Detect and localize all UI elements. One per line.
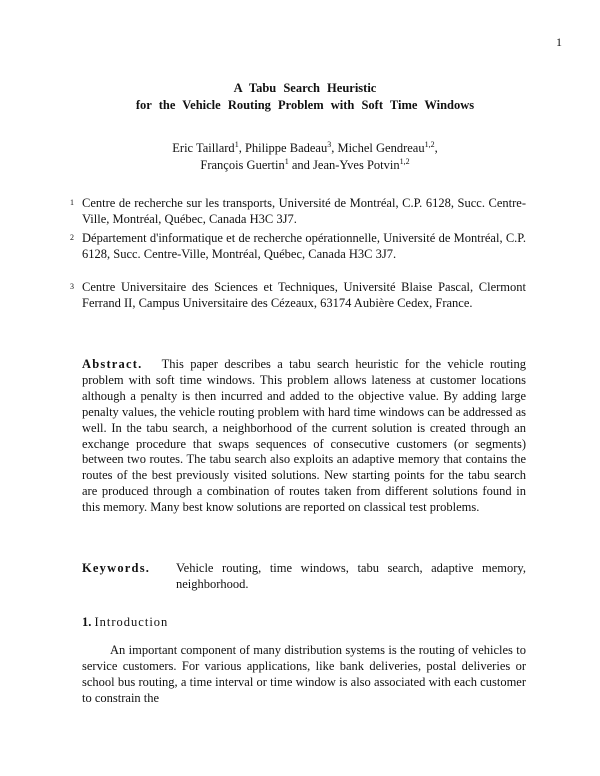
keywords-heading: Keywords.	[82, 561, 151, 575]
author-list	[60, 140, 550, 174]
section-number: 1.	[82, 615, 92, 629]
title-line-1: A Tabu Search Heuristic	[233, 81, 377, 95]
author-name: François Guertin	[200, 158, 285, 172]
affiliation-marker: 1	[234, 140, 239, 149]
affiliation-marker: 1	[284, 157, 289, 166]
abstract-heading: Abstract.	[82, 357, 143, 371]
section-heading	[82, 615, 168, 630]
intro-paragraph: An important component of many distribution systems is the routing of vehicles to service customers. For various applications, like bank deliveries, postal deliveries or school bus routing, a time interval or time window is also associated with each customer to constrain the	[82, 643, 526, 705]
affiliation-marker: 1,2	[399, 157, 410, 166]
abstract-text: This paper describes a tabu search heuristic for the vehicle routing problem with soft time windows. This problem allows lateness at customer locations although a penalty is then incurred and added to the objective value. By adding large penalty values, the vehicle routing problem with hard time windows can be addressed as well. In the tabu search, a neighborhood of the current solution is created through an exchange procedure that swaps sequences of consecutive customers (or segments) between two routes. The tabu search also exploits an adaptive memory that contains the routes of the best previously visited solutions. New starting points for the tabu search are produced through a combination of routes taken from different solutions found in this memory. Many best know solutions are reported on classical test problems.	[82, 357, 526, 515]
affiliation-3	[70, 279, 526, 311]
affiliation-2	[70, 230, 526, 262]
author-separator: ,	[434, 141, 438, 155]
author-name: Eric Taillard	[172, 141, 235, 155]
affiliation-1	[70, 195, 526, 227]
keywords-text: Vehicle routing, time windows, tabu search, adaptive memory, neighborhood.	[176, 561, 526, 591]
author-line-1	[60, 140, 550, 157]
section-label: Introduction	[94, 615, 169, 629]
affiliation-text: Département d'informatique et de recherche opérationnelle, Université de Montréal, C.P. 6128, Succ. Centre-Ville, Montréal, Québec, Canada H3C 3J7.	[82, 231, 526, 261]
author-name: and Jean-Yves Potvin	[288, 158, 400, 172]
title-line-2: for the Vehicle Routing Problem with Soft Time Windows	[135, 98, 475, 112]
page-number: 1	[556, 35, 562, 49]
affiliation-text: Centre de recherche sur les transports, Université de Montréal, C.P. 6128, Succ. Centre-Ville, Montréal, Québec, Canada H3C 3J7.	[82, 196, 526, 226]
author-name: , Philippe Badeau	[238, 141, 328, 155]
affiliation-text: Centre Universitaire des Sciences et Techniques, Université Blaise Pascal, Clermont Ferrand II, Campus Universitaire des Cézeaux, 63174 Aubière Cedex, France.	[82, 280, 526, 310]
affiliation-number: 1	[70, 198, 74, 207]
affiliation-number: 3	[70, 282, 74, 291]
paper-title	[60, 80, 550, 114]
author-name: , Michel Gendreau	[331, 141, 425, 155]
abstract	[82, 357, 526, 516]
affiliation-marker: 3	[327, 140, 332, 149]
author-line-2	[60, 157, 550, 174]
affiliation-marker: 1,2	[424, 140, 435, 149]
keywords	[82, 560, 526, 592]
affiliation-number: 2	[70, 233, 74, 242]
